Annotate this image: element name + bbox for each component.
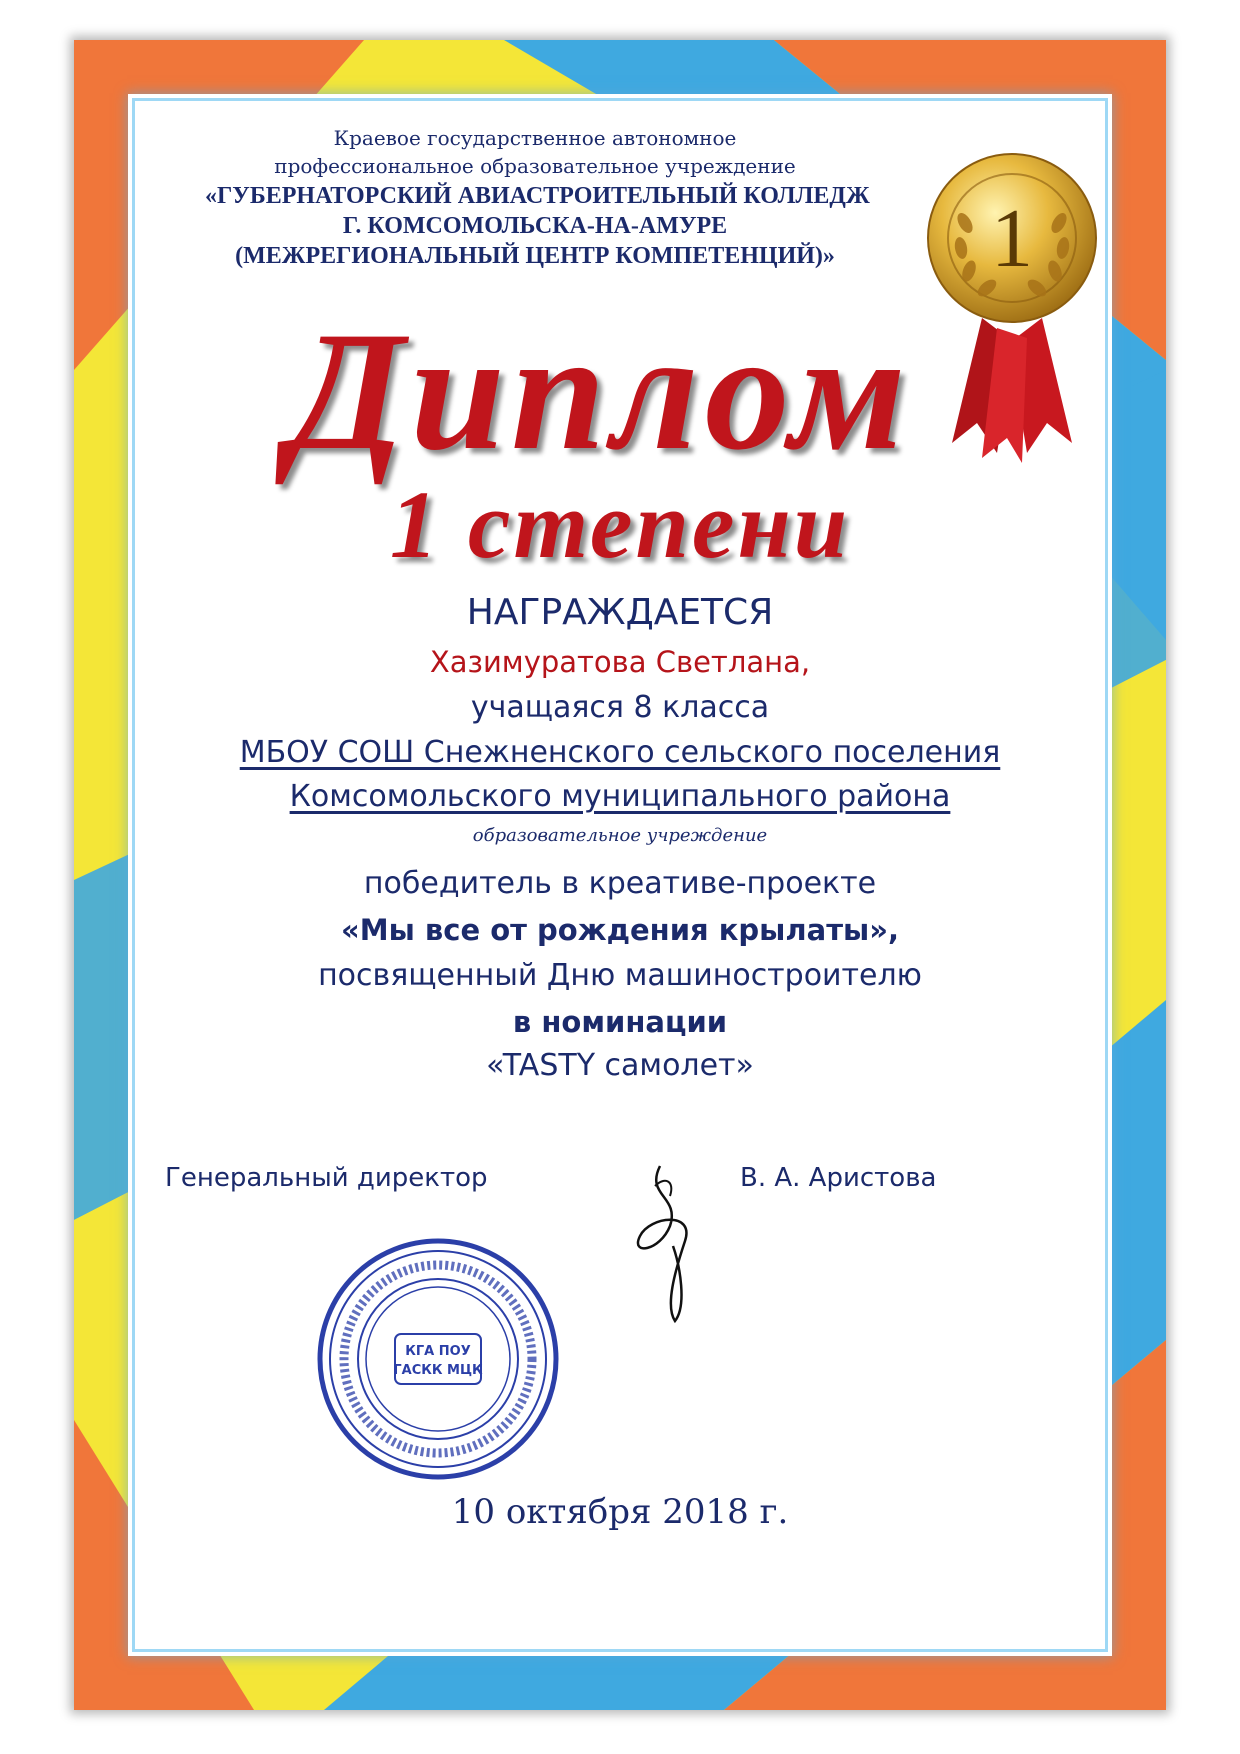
diploma-title: Диплом <box>288 297 912 485</box>
awarded-label: НАГРАЖДАЕТСЯ <box>466 592 774 633</box>
header-city: Г. КОМСОМОЛЬСКА-НА-АМУРЕ <box>342 213 728 239</box>
header-college-name: «ГУБЕРНАТОРСКИЙ АВИАСТРОИТЕЛЬНЫЙ КОЛЛЕДЖ <box>205 183 870 209</box>
medal-number: 1 <box>991 192 1033 285</box>
certificate-frame <box>74 40 1166 1710</box>
svg-text:КГА ПОУ: КГА ПОУ <box>405 1344 471 1359</box>
nomination-label: в номинации <box>512 1005 728 1039</box>
official-stamp-icon <box>313 1234 563 1484</box>
signatory-position: Генеральный директор <box>165 1163 488 1193</box>
header-center: (МЕЖРЕГИОНАЛЬНЫЙ ЦЕНТР КОМПЕТЕНЦИЙ)» <box>235 243 835 269</box>
achievement-text: победитель в креативе-проекте <box>363 866 877 901</box>
signatory-name: В. А. Аристова <box>740 1163 937 1193</box>
school-caption: образовательное учреждение <box>472 825 768 846</box>
diploma-degree: 1 степени <box>389 471 851 578</box>
school-line-2: Комсомольского муниципального района <box>289 779 951 814</box>
header-line-2: профессиональное образовательное учреждение <box>274 154 796 178</box>
recipient-name: Хазимуратова Светлана, <box>429 645 811 679</box>
dedication-text: посвященный Дню машиностроителю <box>318 958 922 993</box>
handwritten-signature <box>625 1156 735 1326</box>
school-line-1: МБОУ СОШ Снежненского сельского поселения <box>239 735 1001 770</box>
issue-date: 10 октября 2018 г. <box>451 1492 789 1532</box>
project-name: «Мы все от рождения крылаты», <box>340 913 899 947</box>
header-line-1: Краевое государственное автономное <box>333 126 737 150</box>
recipient-grade: учащаяся 8 класса <box>470 690 770 725</box>
svg-text:ГАСКК МЦК: ГАСКК МЦК <box>393 1363 483 1378</box>
nomination-name: «TASTY самолет» <box>486 1048 754 1083</box>
certificate-content <box>135 101 1105 1649</box>
